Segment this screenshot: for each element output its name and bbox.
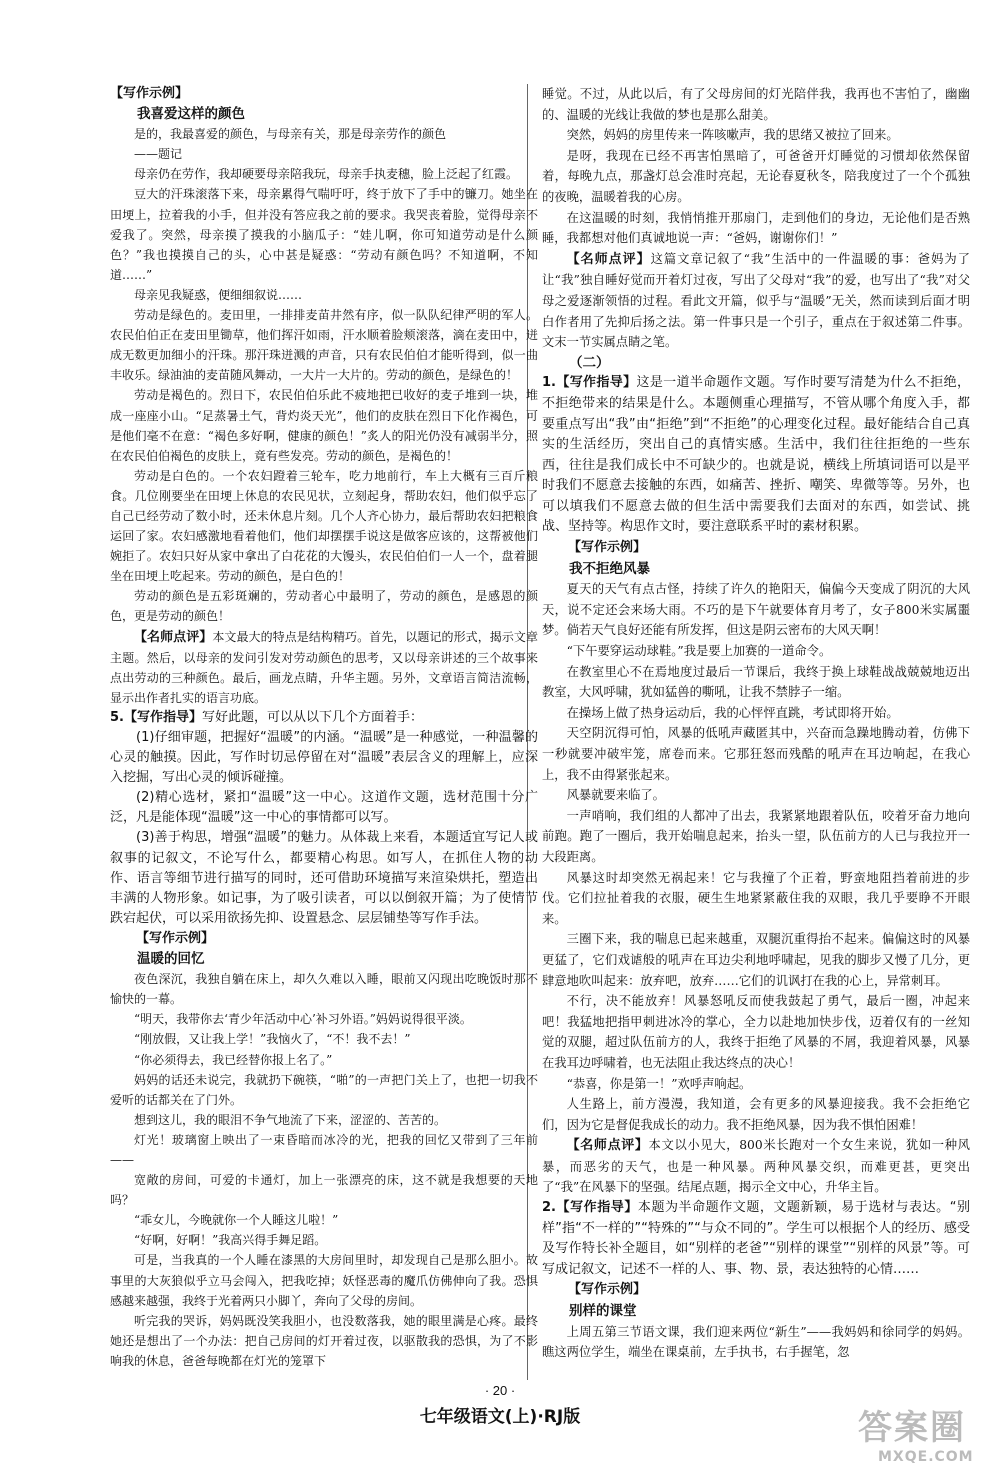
section-tag: 【写作示例】: [568, 1282, 647, 1298]
watermark-brand: 答案圈: [858, 1408, 966, 1448]
essay-title: 我喜爱这样的颜色: [137, 106, 245, 123]
review-tag: 【名师点评】: [566, 1138, 649, 1154]
book-title: 七年级语文(上)·RJ版: [419, 1407, 581, 1427]
epigraph: 是的，我最喜爱的颜色，与母亲有关，那是母亲劳作的颜色: [134, 127, 447, 142]
section-tag: 【写作示例】: [136, 930, 215, 946]
paragraph: 风暴就要来临了。: [566, 788, 665, 803]
paragraph: 宽敞的房间，可爱的卡通灯，加上一张漂亮的床，这不就是我想要的天地吗？: [110, 1173, 538, 1208]
guide-item: (1)仔细审题，把握好“温暖”的内涵。“温暖”是一种感觉，一种温馨的心灵的触摸。因此，写作时切忌停留在对“温暖”表层含义的理解上，应深入挖掘，写出心灵的倾诉碰撞。: [110, 730, 538, 786]
paragraph: 夜色深沉，我独自躺在床上，却久久难以入睡，眼前又闪现出吃晚饭时那不愉快的一幕。: [110, 972, 538, 1007]
paragraph: 在操场上做了热身运动后，我的心怦怦直跳，考试即将开始。: [566, 705, 899, 720]
paragraph: 不行，决不能放弃！风暴怒吼反而使我鼓起了勇气，最后一圈，冲起来吧！我猛地把指甲刺进冰冷的掌心，全力以赴地加快步伐，迈着仅有的一丝知觉的双腿，超过队伍前方的人，我终于拒绝了风暴的不屑，我迎着风暴，风暴在我耳边呼啸着，也无法阻止我达终点的决心！: [542, 994, 970, 1070]
guide-tag: 【写作指导】: [555, 375, 637, 391]
review-text: 本文最大的特点是结构精巧。首先，以题记的形式，揭示文章主题。然后，以母亲的发问引发对劳动颜色的思考，又以母亲讲述的三个故事来点出劳动的三种颜色。最后，画龙点睛，升华主题。另外，文章语言简洁流畅，显示出作者扎实的语言功底。: [110, 629, 538, 705]
paragraph: 三圈下来，我的喘息已起来越重，双腿沉重得抬不起来。偏偏这时的风暴更猛了，它们戏谑般的吼声在耳边尖利地呼啸起，见我的脚步又慢了几分，更肆意地吹叫起来：放弃吧，放弃……它们的讥讽打在我的心上，异常刺耳。: [542, 932, 970, 988]
paragraph: 劳动是褐色的。烈日下，农民伯伯乐此不疲地把已收好的麦子堆到一块，堆成一座座小山。“足蒸暑土气，背灼炎天光”，他们的皮肤在烈日下化作褐色，可是他们毫不在意：“褐色多好啊，健康的颜色！”炙人的阳光仍没有减弱半分，照在农民伯伯褐色的皮肤上，竟有些发亮。劳动的颜色，是褐色的！: [110, 388, 538, 463]
review-paragraph: [542, 1135, 970, 1198]
essay-title: 温暖的回忆: [137, 951, 205, 968]
page-number: · 20 ·: [484, 1383, 516, 1398]
paragraph: “明天，我带你去‘青少年活动中心’补习外语。”妈妈说得很平淡。: [134, 1012, 472, 1027]
paragraph: 劳动的颜色是五彩斑斓的，劳动者心中最明了，劳动的颜色，是感恩的颜色，更是劳动的颜色！: [110, 589, 538, 624]
paragraph: “下午要穿运动球鞋。”我是要上加赛的一道命令。: [566, 644, 832, 659]
guide-paragraph: [542, 1198, 970, 1280]
question-number: 1.: [542, 375, 556, 391]
paragraph: “你必须得去，我已经替你报上名了。”: [134, 1052, 333, 1067]
paragraph: 在这温暖的时刻，我悄悄推开那扇门，走到他们的身边，无论他们是否熟睡，我都想对他们真诚地说一声：“爸妈，谢谢你们！”: [542, 210, 970, 246]
guide-paragraph: [542, 373, 970, 538]
paragraph: “好啊，好啊！”我高兴得手舞足蹈。: [134, 1233, 327, 1248]
paragraph: “恭喜，你是第一！”欢呼声响起。: [566, 1076, 752, 1091]
section-heading: （二）: [569, 354, 610, 371]
epigraph-sign: ——题记: [134, 147, 183, 162]
section-tag: 【写作示例】: [568, 540, 647, 556]
guide-item: (2)精心选材，紧扣“温暖”这一中心。这道作文题，选材范围十分广泛，凡是能体现“温暖”这一中心的事情都可以写。: [110, 790, 538, 826]
paragraph: 天空阴沉得可怕，风暴的低吼声藏匿其中，兴奋而急躁地腾动着，仿佛下一秒就要冲破牢笼，席卷而来。它那狂怒而残酷的吼声在耳边响起，在我心上，我不由得紧张起来。: [542, 726, 970, 782]
paragraph: 可是，当我真的一个人睡在漆黑的大房间里时，却发现自己是那么胆小。故事里的大灰狼似乎立马会闯入，把我吃掉；妖怪恶毒的魔爪仿佛伸向了我。恐惧感越来越强，我终于光着两只小脚丫，奔向了父母的房间。: [110, 1253, 538, 1308]
paragraph: 劳动是绿色的。麦田里，一排排麦苗井然有序，似一队队纪律严明的军人。农民伯伯正在麦田里锄草，他们挥汗如雨，汗水顺着脸颊滚落，滴在麦田中，迸成无数更加细小的汗珠。那汗珠迸溅的声音，只有农民伯伯才能听得到，似一曲丰收乐。绿油油的麦苗随风舞动，一大片一大片的。劳动的颜色，是绿色的！: [110, 308, 538, 383]
review-paragraph: [110, 627, 538, 708]
paragraph: “刚放假，又让我上学！”我恼火了，“不！我不去！”: [134, 1032, 411, 1047]
guide-text: 本题为半命题作文题，文题新颖，易于选材与表达。“别样”指“不一样的”“特殊的”“与众不同的”。学生可以根据个人的经历、感受及写作特长补全题目，如“别样的老爸”“别样的课堂”“别样的风景”等。可写成记叙文，记述不一样的人、事、物、景，表达独特的心情……: [542, 1200, 970, 1277]
paragraph: 夏天的天气有点古怪，持续了许久的艳阳天，偏偏今天变成了阴沉的大风天，说不定还会来场大雨。不巧的是下午就要体育月考了，女子800米实属噩梦。倘若天气良好还能有所发挥，但这是阴云密布的大风天啊！: [542, 582, 970, 638]
paragraph: 豆大的汗珠滚落下来，母亲累得气喘吁吁，终于放下了手中的镰刀。她坐在田埂上，拉着我的小手，但并没有答应我之前的要求。我哭丧着脸，觉得母亲不爱我了。突然，母亲摸了摸我的小脑瓜子：“娃儿啊，你可知道劳动是什么颜色？”我也摸摸自己的头，心中甚是疑惑：“劳动有颜色吗？不知道啊，不知道……”: [110, 187, 538, 282]
review-text: 这篇文章记叙了“我”生活中的一件温暖的事：爸妈为了让“我”独自睡好觉而开着灯过夜，写出了父母对“我”的爱，也写出了“我”对父母之爱逐渐领悟的过程。看此文开篇，似乎与“温暖”无关，然而读到后面才明白作者用了先抑后扬之法。第一件事只是一个引子，重点在于叙述第二件事。文末一节实属点睛之笔。: [542, 251, 970, 350]
paragraph: 在教室里心不在焉地度过最后一节课后，我终于换上球鞋战战兢兢地迈出教室，大风呼啸，犹如猛兽的嘶吼，让我不禁脖子一缩。: [542, 664, 970, 700]
right-column: [542, 84, 970, 1363]
section-tag: 【写作示例】: [110, 86, 189, 101]
watermark: [858, 1400, 974, 1465]
paragraph: 睡觉。不过，从此以后，有了父母房间的灯光陪伴我，我再也不害怕了，幽幽的、温暖的光线让我做的梦也是那么甜美。: [542, 87, 970, 122]
review-text: 本文以小见大，800米长跑对一个女生来说，犹如一种风暴，而恶劣的天气，也是一种风暴。两种风暴交织，而难更甚，更突出了“我”在风暴下的坚强。结尾点题，揭示全文中心，升华主旨。: [542, 1138, 970, 1195]
guide-paragraph: [110, 708, 538, 728]
paragraph: 劳动是白色的。一个农妇蹬着三轮车，吃力地前行，车上大概有三百斤粮食。几位刚要坐在田埂上休息的农民见状，立刻起身，帮助农妇，他们似乎忘了自己已经劳动了数小时，还未休息片刻。几个人齐心协力，最后帮助农妇把粮食运回了家。农妇感激地看着他们，他们却摆摆手说这是做客应该的，这帮被他们婉拒了。农妇只好从家中拿出了白花花的大馒头，农民伯伯们一人一个，盘着腿坐在田埂上吃起来。劳动的颜色，是白色的！: [110, 468, 538, 584]
question-number: 2.: [542, 1200, 556, 1216]
watermark-url: MXQE.COM: [878, 1449, 974, 1465]
guide-item: (3)善于构思，增强“温暖”的魅力。从体裁上来看，本题适宜写记人或叙事的记叙文，不论写什么，都要精心构思。如写人，在抓住人物的动作、语言等细节进行描写的同时，还可借助环境描写来渲染烘托，塑造出丰满的人物形象。如记事，为了吸引读者，可以以倒叙开篇；为了使情节跌宕起伏，可以采用欲扬先抑、设置悬念、层层铺垫等写作手法。: [110, 830, 538, 926]
review-tag: 【名师点评】: [134, 629, 213, 645]
paragraph: 妈妈的话还未说完，我就扔下碗筷，“啪”的一声把门关上了，也把一切我不爱听的话都关在了门外。: [110, 1072, 538, 1107]
left-column: [110, 84, 538, 1371]
paragraph: 风暴这时却突然无祸起来！它与我撞了个正着，野蛮地阻挡着前进的步伐。它们拉扯着我的衣服，硬生生地紧紧蔽住我的双眼，我几乎要睁不开眼来。: [542, 870, 970, 926]
paragraph: 人生路上，前方漫漫，我知道，会有更多的风暴迎接我。我不会拒绝它们，因为它是督促我成长的动力。我不拒绝风暴，因为我不惧怕困难！: [542, 1097, 970, 1132]
paragraph: 一声哨响，我们组的人都冲了出去，我紧紧地跟着队伍，咬着牙奋力地向前跑。跑了一圈后，我开始喘息起来，抬头一望，队伍前方的人已与我拉开一大段距离。: [542, 808, 970, 864]
review-tag: 【名师点评】: [566, 251, 651, 267]
paragraph: “乖女儿，今晚就你一个人睡这儿啦！”: [134, 1213, 339, 1228]
guide-tag: 【写作指导】: [123, 709, 202, 725]
paragraph: 上周五第三节语文课，我们迎来两位“新生”——我妈妈和徐同学的妈妈。瞧这两位学生，端坐在课桌前，左手执书，右手握笔，忽: [542, 1324, 970, 1360]
essay-title: 别样的课堂: [569, 1303, 637, 1320]
guide-text: 这是一道半命题作文题。写作时要写清楚为什么不拒绝，不拒绝带来的结果是什么。本题侧重心理描写，不管从哪个角度入手，都要重点写出“我”由“拒绝”到“不拒绝”的心理变化过程。最好能结合自己真实的生活经历，突出自己的真情实感。生活中，我们往往拒绝的一些东西，往往是我们成长中不可缺少的。也就是说，横线上所填词语可以是平时我们不愿意去接触的东西，如痛苦、挫折、嘲笑、卑微等等。另外，也可以填我们不愿意去做的但生活中需要我们去面对的东西，如尝试、挑战、坚持等。构思作文时，要注意联系平时的素材积累。: [542, 375, 970, 535]
guide-tag: 【写作指导】: [555, 1200, 638, 1216]
review-paragraph: [542, 249, 970, 353]
paragraph: 听完我的哭诉，妈妈既没笑我胆小，也没数落我，她的眼里满是心疼。最终她还是想出了一个办法：把自己房间的灯开着过夜，以驱散我的恐惧，为了不影响我的休息，爸爸每晚都在灯光的笼罩下: [110, 1313, 538, 1368]
paragraph: 想到这儿，我的眼泪不争气地流了下来，涩涩的、苦苦的。: [134, 1112, 447, 1127]
question-number: 5.: [110, 709, 124, 725]
paragraph: 母亲见我疑惑，便细细叙说……: [134, 287, 303, 302]
guide-text: 写好此题，可以从以下几个方面着手：: [202, 709, 424, 725]
paragraph: 灯光！玻璃窗上映出了一束昏暗而冰冷的光，把我的回忆又带到了三年前——: [110, 1132, 538, 1167]
paragraph: 母亲仍在劳作，我却硬要母亲陪我玩，母亲手执麦穗，脸上泛起了红霞。: [134, 167, 519, 182]
essay-title: 我不拒绝风暴: [569, 560, 650, 577]
paragraph: 突然，妈妈的房里传来一阵咳嗽声，我的思绪又被拉了回来。: [566, 128, 899, 143]
paragraph: 是呀，我现在已经不再害怕黑暗了，可爸爸开灯睡觉的习惯却依然保留着，每晚九点，那盏灯总会准时亮起，无论春夏秋冬，陪我度过了一个个孤独的夜晚，温暖着我的心房。: [542, 148, 970, 204]
